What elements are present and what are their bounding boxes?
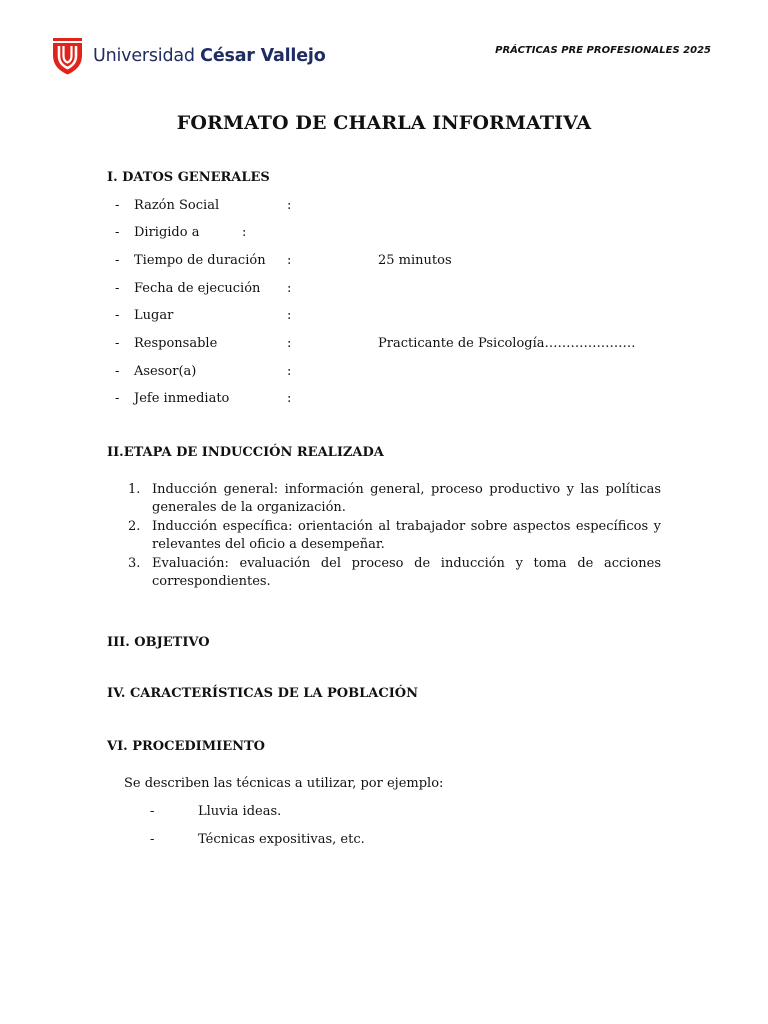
section-heading-objetivo: III. OBJETIVO <box>107 635 210 650</box>
field-dash: - <box>115 253 120 268</box>
list-item-text: Inducción específica: orientación al trabajador sobre aspectos específicos y relevantes del oficio a desempeñar. <box>152 519 661 552</box>
field-colon: : <box>287 391 292 406</box>
field-dash: - <box>115 308 120 323</box>
list-item-induccion-general <box>128 481 661 517</box>
field-label: Lugar <box>134 308 174 323</box>
list-item-text: Evaluación: evaluación del proceso de inducción y toma de acciones correspondientes. <box>152 556 661 589</box>
technique-text: Técnicas expositivas, etc. <box>198 832 365 847</box>
field-colon: : <box>242 225 247 240</box>
field-label: Jefe inmediato <box>134 391 230 406</box>
university-logo <box>52 37 326 75</box>
field-value: 25 minutos <box>378 253 452 268</box>
list-item-text: Inducción general: información general, proceso productivo y las políticas generales de la organización. <box>152 482 661 515</box>
list-item-number: 3. <box>128 556 141 571</box>
header-program-label: PRÁCTICAS PRE PROFESIONALES 2025 <box>495 45 711 56</box>
technique-text: Lluvia ideas. <box>198 804 282 819</box>
field-colon: : <box>287 281 292 296</box>
field-colon: : <box>287 364 292 379</box>
field-colon: : <box>287 253 292 268</box>
field-label: Asesor(a) <box>134 364 197 379</box>
list-item-evaluacion <box>128 555 661 591</box>
field-dash: - <box>115 225 120 240</box>
document-title: FORMATO DE CHARLA INFORMATIVA <box>176 112 592 134</box>
field-dash: - <box>115 281 120 296</box>
technique-dash: - <box>150 804 155 819</box>
section-heading-datos-generales: I. DATOS GENERALES <box>107 170 270 185</box>
list-item-number: 1. <box>128 482 141 497</box>
section-heading-etapa-induccion: II.ETAPA DE INDUCCIÓN REALIZADA <box>107 445 384 460</box>
field-value: Practicante de Psicología………………… <box>378 336 636 351</box>
field-dash: - <box>115 336 120 351</box>
university-name-regular: Universidad <box>93 46 201 66</box>
field-dash: - <box>115 364 120 379</box>
field-colon: : <box>287 198 292 213</box>
section-heading-caracteristicas-poblacion: IV. CARACTERÍSTICAS DE LA POBLACIÓN <box>107 686 418 701</box>
field-label: Dirigido a <box>134 225 200 240</box>
university-name-bold: César Vallejo <box>200 46 326 66</box>
field-colon: : <box>287 308 292 323</box>
university-name <box>93 46 326 66</box>
section-heading-procedimiento: VI. PROCEDIMIENTO <box>107 739 265 754</box>
list-item-induccion-especifica <box>128 518 661 554</box>
field-colon: : <box>287 336 292 351</box>
field-label: Responsable <box>134 336 218 351</box>
field-dash: - <box>115 198 120 213</box>
technique-dash: - <box>150 832 155 847</box>
field-label: Fecha de ejecución <box>134 281 261 296</box>
field-label: Tiempo de duración <box>134 253 266 268</box>
procedimiento-intro: Se describen las técnicas a utilizar, por ejemplo: <box>124 776 444 791</box>
field-dash: - <box>115 391 120 406</box>
field-label: Razón Social <box>134 198 220 213</box>
ucv-shield-icon <box>52 37 83 75</box>
list-item-number: 2. <box>128 519 141 534</box>
